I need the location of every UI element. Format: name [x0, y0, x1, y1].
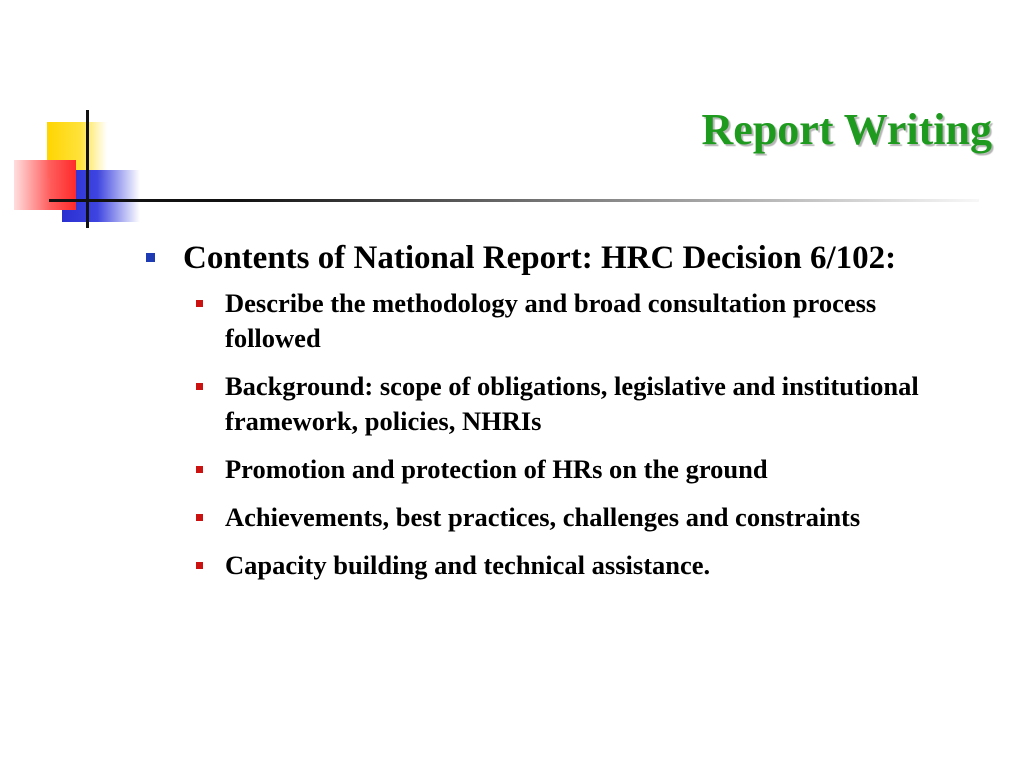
square-bullet-icon — [196, 383, 203, 390]
slide-title: Report Writing — [701, 105, 992, 154]
sub-bullet-item — [196, 548, 963, 583]
sub-bullet-list — [143, 286, 963, 583]
square-bullet-icon — [196, 562, 203, 569]
main-bullet-item — [143, 236, 963, 280]
sub-bullet-text: Capacity building and technical assistance. — [225, 550, 711, 580]
square-bullet-icon — [146, 253, 155, 262]
sub-bullet-item — [196, 369, 963, 439]
sub-bullet-text: Achievements, best practices, challenges and constraints — [225, 502, 861, 532]
square-bullet-icon — [196, 514, 203, 521]
sub-bullet-item — [196, 286, 963, 356]
sub-bullet-text: Promotion and protection of HRs on the ground — [225, 454, 768, 484]
sub-bullet-item — [196, 452, 963, 487]
square-bullet-icon — [196, 466, 203, 473]
vertical-line-decoration — [86, 110, 89, 228]
sub-bullet-text: Describe the methodology and broad consultation process followed — [225, 288, 877, 353]
sub-bullet-text: Background: scope of obligations, legislative and institutional framework, policies, NHRIs — [225, 371, 919, 436]
red-square-decoration — [14, 160, 76, 210]
title-underline-divider — [49, 199, 979, 202]
sub-bullet-item — [196, 500, 963, 535]
main-bullet-text: Contents of National Report: HRC Decision 6/102: — [183, 240, 897, 276]
slide-content — [143, 236, 963, 596]
square-bullet-icon — [196, 300, 203, 307]
